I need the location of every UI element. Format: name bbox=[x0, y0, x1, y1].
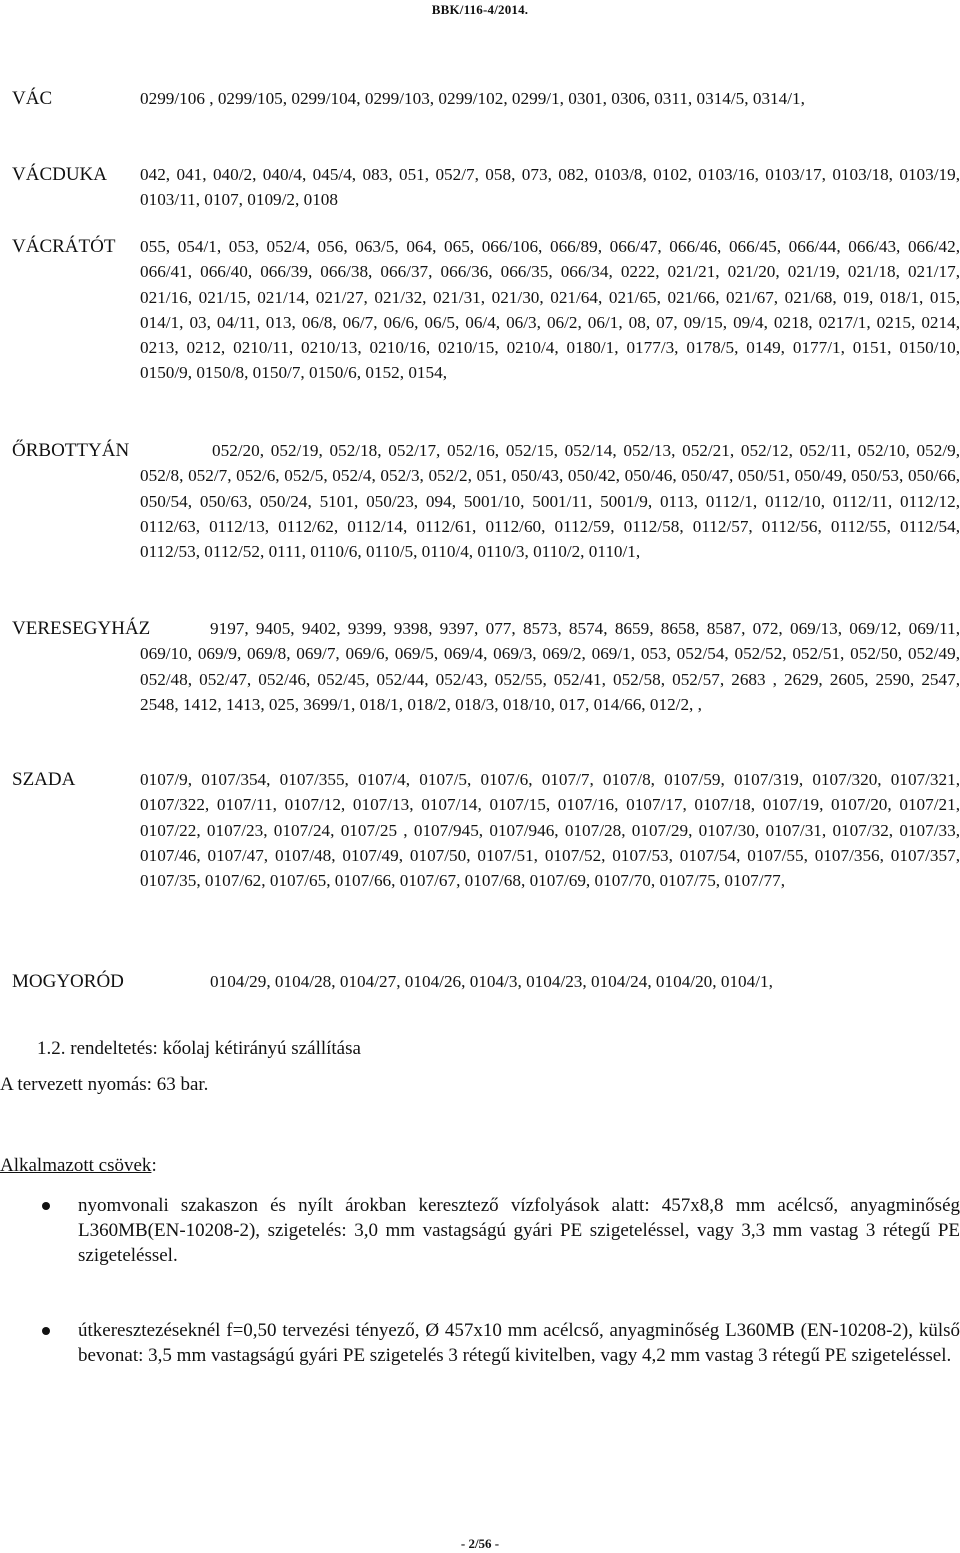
page-number: - 2/56 - bbox=[460, 1536, 500, 1551]
place-name: VÁCRÁTÓT bbox=[12, 236, 116, 257]
parcel-list: 042, 041, 040/2, 040/4, 045/4, 083, 051, 052/7, 058, 073, 082, 0103/8, 0102, 0103/16, 0103/17, 0103/18, 0103/19, 0103/11, 0107, 0109/2, 0108 bbox=[140, 165, 960, 210]
parcel-list: 0107/9, 0107/354, 0107/355, 0107/4, 0107/5, 0107/6, 0107/7, 0107/8, 0107/59, 0107/319, 0107/320, 0107/321, 0107/322, 0107/11, 0107/12, 0107/13, 0107/14, 0107/15, 0107/16, 0107/17, 0107/18, 0107/19, 0107/20, 0107/21, 0107/22, 0107/23, 0107/24, 0107/25 , 0107/945, 0107/946, 0107/28, 0107/29, 0107/30, 0107/31, 0107/32, 0107/33, 0107/46, 0107/47, 0107/48, 0107/49, 0107/50, 0107/51, 0107/52, 0107/53, 0107/54, 0107/55, 0107/356, 0107/357, 0107/35, 0107/62, 0107/65, 0107/66, 0107/67, 0107/68, 0107/69, 0107/70, 0107/75, 0107/77, bbox=[140, 770, 960, 891]
list-item bbox=[78, 1193, 960, 1268]
parcel-list: 0104/29, 0104/28, 0104/27, 0104/26, 0104/3, 0104/23, 0104/24, 0104/20, 0104/1, bbox=[210, 972, 773, 991]
design-pressure: A tervezett nyomás: 63 bar. bbox=[0, 1074, 209, 1095]
document-reference: BBK/116-4/2014. bbox=[431, 2, 529, 17]
pipes-heading bbox=[0, 1154, 157, 1178]
list-item bbox=[78, 1318, 960, 1368]
place-name: MOGYORÓD bbox=[12, 971, 124, 992]
parcel-list: 052/20, 052/19, 052/18, 052/17, 052/16, 052/15, 052/14, 052/13, 052/21, 052/12, 052/11, 052/10, 052/9, 052/8, 052/7, 052/6, 052/5, 052/4, 052/3, 052/2, 051, 050/43, 050/42, 050/46, 050/47, 050/51, 050/49, 050/53, 050/66, 050/54, 050/63, 050/24, 5101, 050/23, 094, 5001/10, 5001/11, 5001/9, 0113, 0112/1, 0112/10, 0112/11, 0112/12, 0112/63, 0112/13, 0112/62, 0112/14, 0112/61, 0112/60, 0112/59, 0112/58, 0112/57, 0112/56, 0112/55, 0112/54, 0112/53, 0112/52, 0111, 0110/6, 0110/5, 0110/4, 0110/3, 0110/2, 0110/1, bbox=[140, 441, 960, 562]
place-name: VÁC bbox=[12, 88, 53, 109]
place-name: VÁCDUKA bbox=[12, 164, 107, 185]
purpose-statement: 1.2. rendeltetés: kőolaj kétirányú szállítása bbox=[37, 1038, 361, 1059]
pipes-heading-colon: : bbox=[151, 1155, 157, 1176]
place-name: SZADA bbox=[12, 769, 76, 790]
pipe-spec-text: nyomvonali szakaszon és nyílt árokban keresztező vízfolyások alatt: 457x8,8 mm acélcső, anyagminőség L360MB(EN-10208-2), szigetelés: 3,0 mm vastagságú gyári PE szigeteléssel, vagy 3,3 mm vastag 3 rétegű PE szigeteléssel. bbox=[78, 1195, 960, 1266]
parcel-list: 9197, 9405, 9402, 9399, 9398, 9397, 077, 8573, 8574, 8659, 8658, 8587, 072, 069/13, 069/12, 069/11, 069/10, 069/9, 069/8, 069/7, 069/6, 069/5, 069/4, 069/3, 069/2, 069/1, 053, 052/54, 052/52, 052/51, 052/50, 052/49, 052/48, 052/47, 052/46, 052/45, 052/44, 052/43, 052/55, 052/41, 052/58, 052/57, 2683 , 2629, 2605, 2590, 2547, 2548, 1412, 1413, 025, 3699/1, 018/1, 018/2, 018/3, 018/10, 017, 014/66, 012/2, , bbox=[140, 619, 960, 714]
bullet-icon bbox=[42, 1202, 50, 1210]
place-name: ŐRBOTTYÁN bbox=[12, 440, 130, 461]
parcel-list: 055, 054/1, 053, 052/4, 056, 063/5, 064, 065, 066/106, 066/89, 066/47, 066/46, 066/45, 066/44, 066/43, 066/42, 066/41, 066/40, 066/39, 066/38, 066/37, 066/36, 066/35, 066/34, 0222, 021/21, 021/20, 021/19, 021/18, 021/17, 021/16, 021/15, 021/14, 021/27, 021/32, 021/31, 021/30, 021/64, 021/65, 021/66, 021/67, 021/68, 019, 018/1, 015, 014/1, 03, 04/11, 013, 06/8, 06/7, 06/6, 06/5, 06/4, 06/3, 06/2, 06/1, 08, 07, 09/15, 09/4, 0218, 0217/1, 0215, 0214, 0213, 0212, 0210/11, 0210/13, 0210/16, 0210/15, 0210/4, 0180/1, 0177/3, 0178/5, 0149, 0177/1, 0151, 0150/10, 0150/9, 0150/8, 0150/7, 0150/6, 0152, 0154, bbox=[140, 237, 960, 383]
parcel-list: 0299/106 , 0299/105, 0299/104, 0299/103, 0299/102, 0299/1, 0301, 0306, 0311, 0314/5, 0314/1, bbox=[140, 89, 805, 108]
bullet-icon bbox=[42, 1327, 50, 1335]
pipe-spec-text: útkeresztezéseknél f=0,50 tervezési tényező, Ø 457x10 mm acélcső, anyagminőség L360MB (EN-10208-2), külső bevonat: 3,5 mm vastagságú gyári PE szigetelés 3 rétegű kivitelben, vagy 4,2 mm vastag 3 rétegű PE szigeteléssel. bbox=[78, 1320, 960, 1366]
pipes-heading-text: Alkalmazott csövek bbox=[0, 1155, 152, 1176]
place-name: VERESEGYHÁZ bbox=[12, 618, 151, 639]
